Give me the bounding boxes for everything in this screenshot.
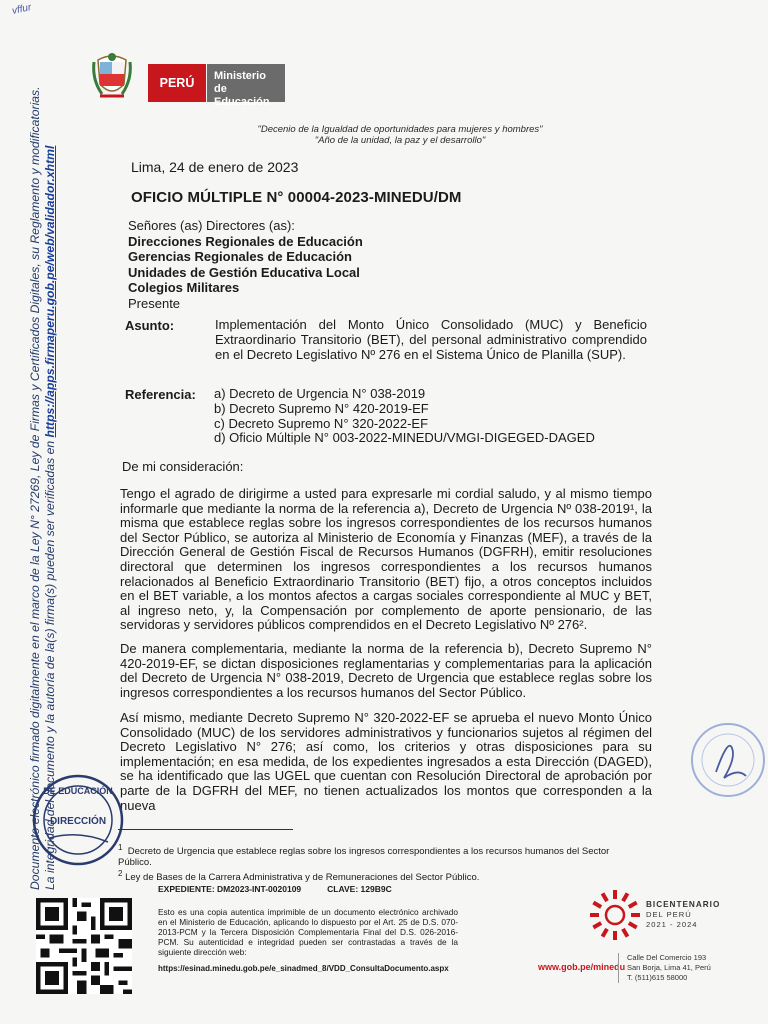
seal-mid-text: DIRECCIÓN (49, 816, 107, 827)
bicentenario-logo-icon (588, 888, 642, 942)
reference-label: Referencia: (125, 387, 196, 402)
reference-list (214, 387, 595, 446)
reference-item: d) Oficio Múltiple N° 003-2022-MINEDU/VMGI-DIGEGED-DAGED (214, 430, 595, 446)
side-note-line1: Documento electrónico firmado digitalmente en el marco de la Ley N° 27269, Ley de Firmas y Certificados Digitales, su Reglamento y modificatorias. (28, 86, 42, 890)
expediente-info: EXPEDIENTE: DM2023-INT-0020109 CLAVE: 129B9C (158, 884, 392, 894)
recipient: Gerencias Regionales de Educación (128, 249, 352, 264)
recipients-block (128, 218, 363, 311)
subject-text: Implementación del Monto Único Consolidado (MUC) y Beneficio Extraordinario Transitorio (BET), del personal administrativo comprendido en el Decreto Legislativo Nº 276 en el Sistema Único de Planilla (SUP). (215, 317, 647, 362)
reference-item: c) Decreto Supremo N° 320-2022-EF (214, 415, 429, 431)
validator-link[interactable]: https://apps.firmaperu.gob.pe/web/validador.xhtml (43, 145, 57, 438)
recipient: Direcciones Regionales de Educación (128, 233, 363, 249)
official-seal-icon (30, 768, 126, 872)
signature-stamp-icon (686, 718, 766, 804)
paragraph-2: De manera complementaria, mediante la norma de la referencia b), Decreto Supremo N° 420-2019-EF, se dictan disposiciones reglamentarias y complementarias para la aplicación del Decreto de Urgencia N° 038-2019, Decreto de Urgencia que establece reglas sobre los ingresos correspondientes a los recursos humanos del Sector Público. (120, 641, 652, 700)
authenticity-note: Esto es una copia autentica imprimible de un documento electrónico archivado en el Ministerio de Educación, aplicando lo dispuesto por el Art. 25 de D.S. 070-2013-PCM y la Tercera Disposición Complementaria Final del D.S. 026-2016-PCM. Su autenticidad e integridad pueden ser contrastadas a través de la siguiente dirección web: (158, 907, 458, 957)
seal-top-text: DE EDUCACIÓN (43, 786, 113, 796)
side-note-line2: La integridad del documento y la autoría de la(s) firma(s) pueden ser verificadas en (43, 440, 57, 890)
coat-of-arms-icon (92, 50, 132, 102)
presente: Presente (128, 295, 181, 311)
salutation: Señores (as) Directores (as): (128, 218, 295, 233)
ministry-address: Calle Del Comercio 193 San Borja, Lima 41, Perú T. (511)615 58000 (618, 953, 711, 983)
gob-website-link[interactable]: www.gob.pe/minedu (538, 962, 626, 972)
letter-date: Lima, 24 de enero de 2023 (131, 159, 299, 175)
reference-item: b) Decreto Supremo N° 420-2019-EF (214, 400, 429, 416)
subject-label: Asunto: (125, 318, 175, 333)
footnote-2: $^2$ Ley de Bases de la Carrera Administrativa y de Remuneraciones del Sector Público. (118, 869, 480, 884)
footnote-separator (118, 829, 293, 830)
verification-url[interactable]: https://esinad.minedu.gob.pe/e_sinadmed_8/VDD_ConsultaDocumento.aspx (158, 964, 449, 973)
ministry-brand: Ministerio de Educación (207, 64, 285, 102)
reference-item: a) Decreto de Urgencia N° 038-2019 (214, 386, 426, 401)
paragraph-3: Así mismo, mediante Decreto Supremo N° 320-2022-EF se aprueba el nuevo Monto Único Consolidado (MUC) de los servidores administrativos y funcionarios sujetos al régimen del Decreto Legislativo N° 276; así como, los criterios y otras disposiciones para su implementación; en esa medida, de los expedientes ingresados a esta Dirección (DAGED), se ha identificado que las UGEL que cuentan con Resolución Directoral de aprobación por parte de la DGFRH del MEF, no tienen actualizados los montos que corresponden a la nueva (120, 710, 652, 813)
document-title: OFICIO MÚLTIPLE N° 00004-2023-MINEDU/DM (131, 189, 462, 206)
recipient: Unidades de Gestión Educativa Local (128, 264, 360, 280)
qr-code-icon (36, 898, 132, 994)
decenio-motto: "Decenio de la Igualdad de oportunidades para mujeres y hombres" "Año de la unidad, la paz y el desarrollo" (257, 124, 543, 146)
bicentenario-text: BICENTENARIO DEL PERÚ 2021 - 2024 (646, 900, 721, 929)
peru-brand: PERÚ (148, 64, 206, 102)
recipient: Colegios Militares (128, 280, 240, 295)
paragraph-1: Tengo el agrado de dirigirme a usted para expresarle mi cordial saludo, y al mismo tiempo informarle que mediante la norma de la referencia a), Decreto de Urgencia Nº 038-2019¹, la misma que establece reglas sobre los ingresos correspondientes de los recursos humanos del Sector Público, se autoriza al Ministerio de Economía y Finanzas (MEF), a través de la Dirección General de Gestión Fiscal de Recursos Humanos (DGFRH), emitir resoluciones directoral que determinen los ingresos correspondientes a los recursos humanos relacionados al Beneficio Extraordinario Transitorio (BET) fijo, a otros conceptos incluidos en el BET variable, a los montos afectos a cargas sociales correspondiente al MUC y BET, al ingreso neto, y, la Compensación por complemento de aporte pensionario, de las servidoras y servidores públicos comprendidos en el Decreto Legislativo Nº 276². (120, 486, 652, 633)
corner-handwriting: vffur (11, 2, 33, 17)
greeting: De mi consideración: (122, 459, 244, 474)
footnote-1: $^1$ Decreto de Urgencia que establece reglas sobre los ingresos correspondientes a los recursos humanos del Sector Público. (118, 843, 610, 869)
